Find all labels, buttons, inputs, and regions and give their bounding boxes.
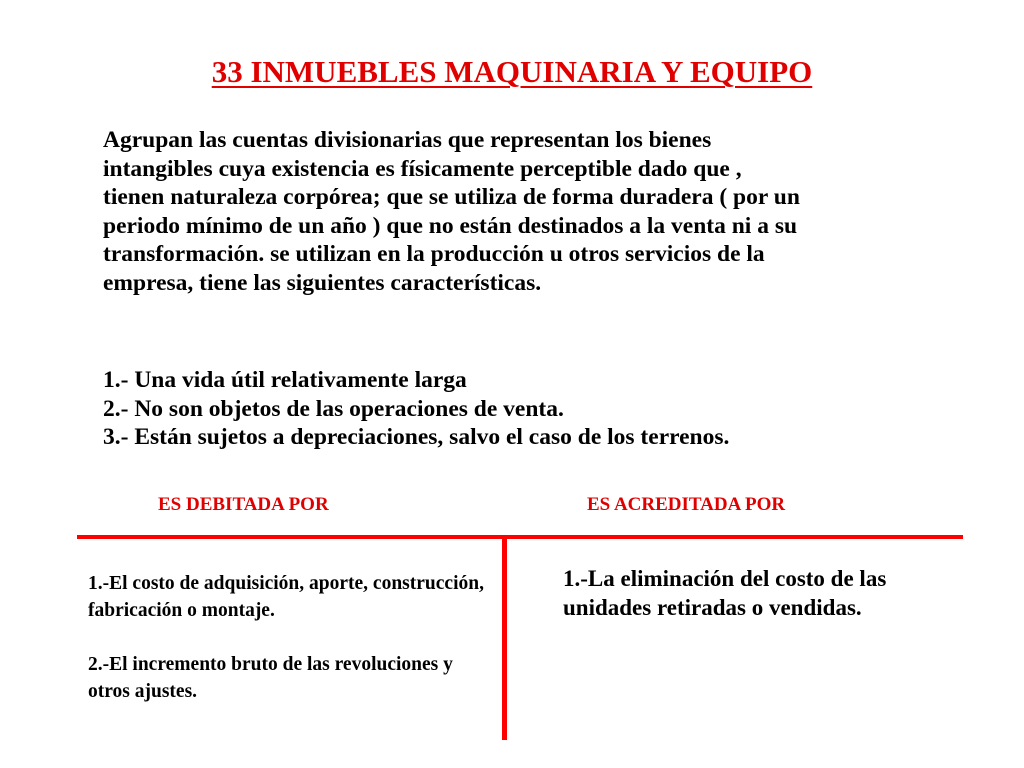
characteristic-item: 1.- Una vida útil relativamente larga — [103, 367, 467, 393]
t-account-horizontal-rule — [77, 535, 963, 539]
intro-line: intangibles cuya existencia es físicamente perceptible dado que , — [103, 155, 742, 182]
debit-item: 1.-El costo de adquisición, aporte, construcción, fabricación o montaje. — [88, 573, 484, 621]
credit-heading: ES ACREDITADA POR — [587, 494, 786, 515]
characteristics-list — [103, 366, 983, 452]
page-title: 33 INMUEBLES MAQUINARIA Y EQUIPO — [211, 54, 813, 89]
intro-line: empresa, tiene las siguientes características. — [103, 269, 542, 296]
characteristic-item: 2.- No son objetos de las operaciones de venta. — [103, 395, 564, 422]
intro-line: transformación. se utilizan en la producción u otros servicios de la — [103, 241, 765, 267]
credit-item: 1.-La eliminación del costo de las unidades retiradas o vendidas. — [563, 566, 887, 620]
intro-paragraph — [103, 126, 983, 297]
intro-line: Agrupan las cuentas divisionarias que representan los bienes — [103, 127, 712, 153]
credit-column — [563, 564, 943, 622]
intro-line: periodo mínimo de un año ) que no están destinados a la venta ni a su — [103, 212, 798, 239]
debit-heading: ES DEBITADA POR — [158, 494, 329, 515]
t-account-vertical-rule — [502, 537, 507, 740]
debit-item: 2.-El incremento bruto de las revoluciones y otros ajustes. — [88, 654, 453, 702]
characteristic-item: 3.- Están sujetos a depreciaciones, salvo el caso de los terrenos. — [103, 424, 730, 450]
debit-column — [88, 570, 498, 732]
intro-line: tienen naturaleza corpórea; que se utiliza de forma duradera ( por un — [103, 184, 800, 210]
